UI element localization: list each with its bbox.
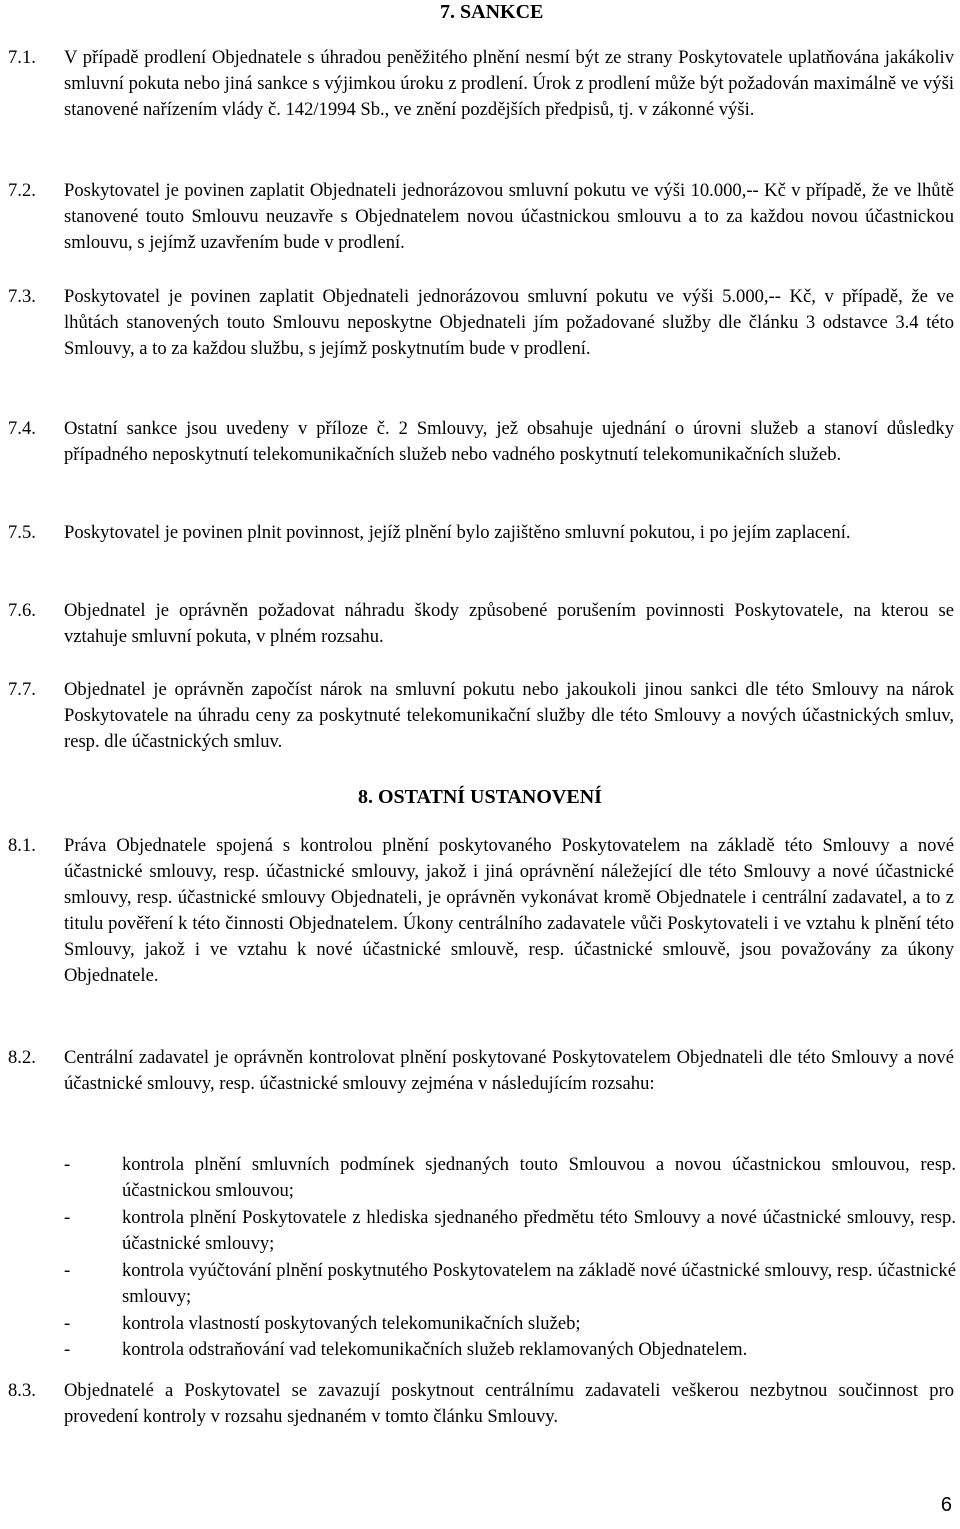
clause-7-4	[8, 416, 954, 468]
clause-number: 7.5.	[8, 522, 36, 543]
clause-7-7	[8, 677, 954, 755]
list-dash: -	[64, 1313, 71, 1334]
clause-number: 7.1.	[8, 47, 36, 68]
clause-8-2	[8, 1045, 954, 1097]
clause-text: Objednatel je oprávněn požadovat náhradu škody způsobené porušením povinnosti Poskytovatele, na kterou se vztahuje smluvní pokuta, v plném rozsahu.	[64, 600, 954, 647]
clause-7-6	[8, 598, 954, 650]
clause-7-3	[8, 284, 954, 362]
clause-text: Práva Objednatele spojená s kontrolou plnění poskytovaného Poskytovatelem na základě této Smlouvy a nové účastnické smlouvy, resp. účastnické smlouvy, jakož i jiná oprávnění náležející dle této Smlouvy a nové účastnické smlouvy, resp. účastnické smlouvy Objednateli, je oprávněn vykonávat kromě Objednatele i centrální zadavatel, a to z titulu pověření k této činnosti Objednatelem. Úkony centrálního zadavatele vůči Poskytovateli i ve vztahu k plnění této Smlouvy, jakož i ve vztahu k nové účastnické smlouvě, resp. účastnické smlouvě, jsou považovány za úkony Objednatele.	[64, 835, 954, 986]
list-item	[64, 1311, 956, 1337]
clause-text: V případě prodlení Objednatele s úhradou peněžitého plnění nesmí být ze strany Poskytovatele uplatňována jakákoliv smluvní pokuta nebo jiná sankce s výjimkou úroku z prodlení. Úrok z prodlení může být požadován maximálně ve výši stanovené nařízením vlády č. 142/1994 Sb., ve znění pozdějších předpisů, tj. v zákonné výši.	[64, 47, 954, 120]
list-item	[64, 1258, 956, 1310]
clause-7-1	[8, 45, 954, 123]
list-item-text: kontrola odstraňování vad telekomunikačních služeb reklamovaných Objednatelem.	[122, 1339, 748, 1360]
clause-text: Objednatelé a Poskytovatel se zavazují poskytnout centrálnímu zadavateli veškerou nezbytnou součinnost pro provedení kontroly v rozsahu sjednaném v tomto článku Smlouvy.	[64, 1380, 954, 1427]
list-item-text: kontrola plnění smluvních podmínek sjednaných touto Smlouvou a novou účastnickou smlouvou, resp. účastnickou smlouvou;	[122, 1154, 956, 1201]
list-dash: -	[64, 1260, 71, 1281]
clause-text: Objednatel je oprávněn započíst nárok na smluvní pokutu nebo jakoukoli jinou sankci dle této Smlouvy na nárok Poskytovatele na úhradu ceny za poskytnuté telekomunikační služby dle této Smlouvy a nových účastnických smluv, resp. dle účastnických smluv.	[64, 679, 954, 752]
list-item-text: kontrola vyúčtování plnění poskytnutého Poskytovatelem na základě nové účastnické smlouvy, resp. účastnické smlouvy;	[122, 1260, 956, 1307]
section-7-heading: 7. SANKCE	[440, 1, 544, 23]
clause-8-3	[8, 1378, 954, 1430]
clause-text: Poskytovatel je povinen plnit povinnost, jejíž plnění bylo zajištěno smluvní pokutou, i po jejím zaplacení.	[64, 522, 851, 543]
list-item	[64, 1337, 956, 1363]
list-item	[64, 1152, 956, 1204]
clause-number: 7.2.	[8, 180, 36, 201]
list-dash: -	[64, 1207, 71, 1228]
clause-text: Ostatní sankce jsou uvedeny v příloze č. 2 Smlouvy, jež obsahuje ujednání o úrovni služeb a stanoví důsledky případného neposkytnutí telekomunikačních služeb nebo vadného poskytnutí telekomunikačních služeb.	[64, 418, 954, 465]
clause-number: 7.4.	[8, 418, 36, 439]
clause-8-1	[8, 833, 954, 989]
clause-text: Centrální zadavatel je oprávněn kontrolovat plnění poskytované Poskytovatelem Objednateli dle této Smlouvy a nové účastnické smlouvy, resp. účastnické smlouvy zejména v následujícím rozsahu:	[64, 1047, 954, 1094]
clause-number: 8.1.	[8, 835, 36, 856]
clause-number: 7.6.	[8, 600, 36, 621]
clause-7-5	[8, 520, 954, 546]
list-dash: -	[64, 1154, 71, 1175]
list-item-text: kontrola vlastností poskytovaných telekomunikačních služeb;	[122, 1313, 581, 1334]
clause-7-2	[8, 178, 954, 256]
list-dash: -	[64, 1339, 71, 1360]
clause-text: Poskytovatel je povinen zaplatit Objednateli jednorázovou smluvní pokutu ve výši 5.000,-- Kč, v případě, že ve lhůtách stanovených touto Smlouvu neposkytne Objednateli jím požadované služby dle článku 3 odstavce 3.4 této Smlouvy, a to za každou službu, s jejímž poskytnutím bude v prodlení.	[64, 286, 954, 359]
clause-number: 7.7.	[8, 679, 36, 700]
clause-number: 8.3.	[8, 1380, 36, 1401]
clause-number: 8.2.	[8, 1047, 36, 1068]
section-8-heading: 8. OSTATNÍ USTANOVENÍ	[358, 786, 602, 808]
clause-number: 7.3.	[8, 286, 36, 307]
clause-text: Poskytovatel je povinen zaplatit Objednateli jednorázovou smluvní pokutu ve výši 10.000,-- Kč v případě, že ve lhůtě stanovené touto Smlouvu neuzavře s Objednatelem novou účastnickou smlouvu a to za každou novou účastnickou smlouvu, s jejímž uzavřením bude v prodlení.	[64, 180, 954, 253]
list-item	[64, 1205, 956, 1257]
page-number: 6	[940, 1494, 952, 1516]
list-item-text: kontrola plnění Poskytovatele z hlediska sjednaného předmětu této Smlouvy a nové účastnické smlouvy, resp. účastnické smlouvy;	[122, 1207, 956, 1254]
